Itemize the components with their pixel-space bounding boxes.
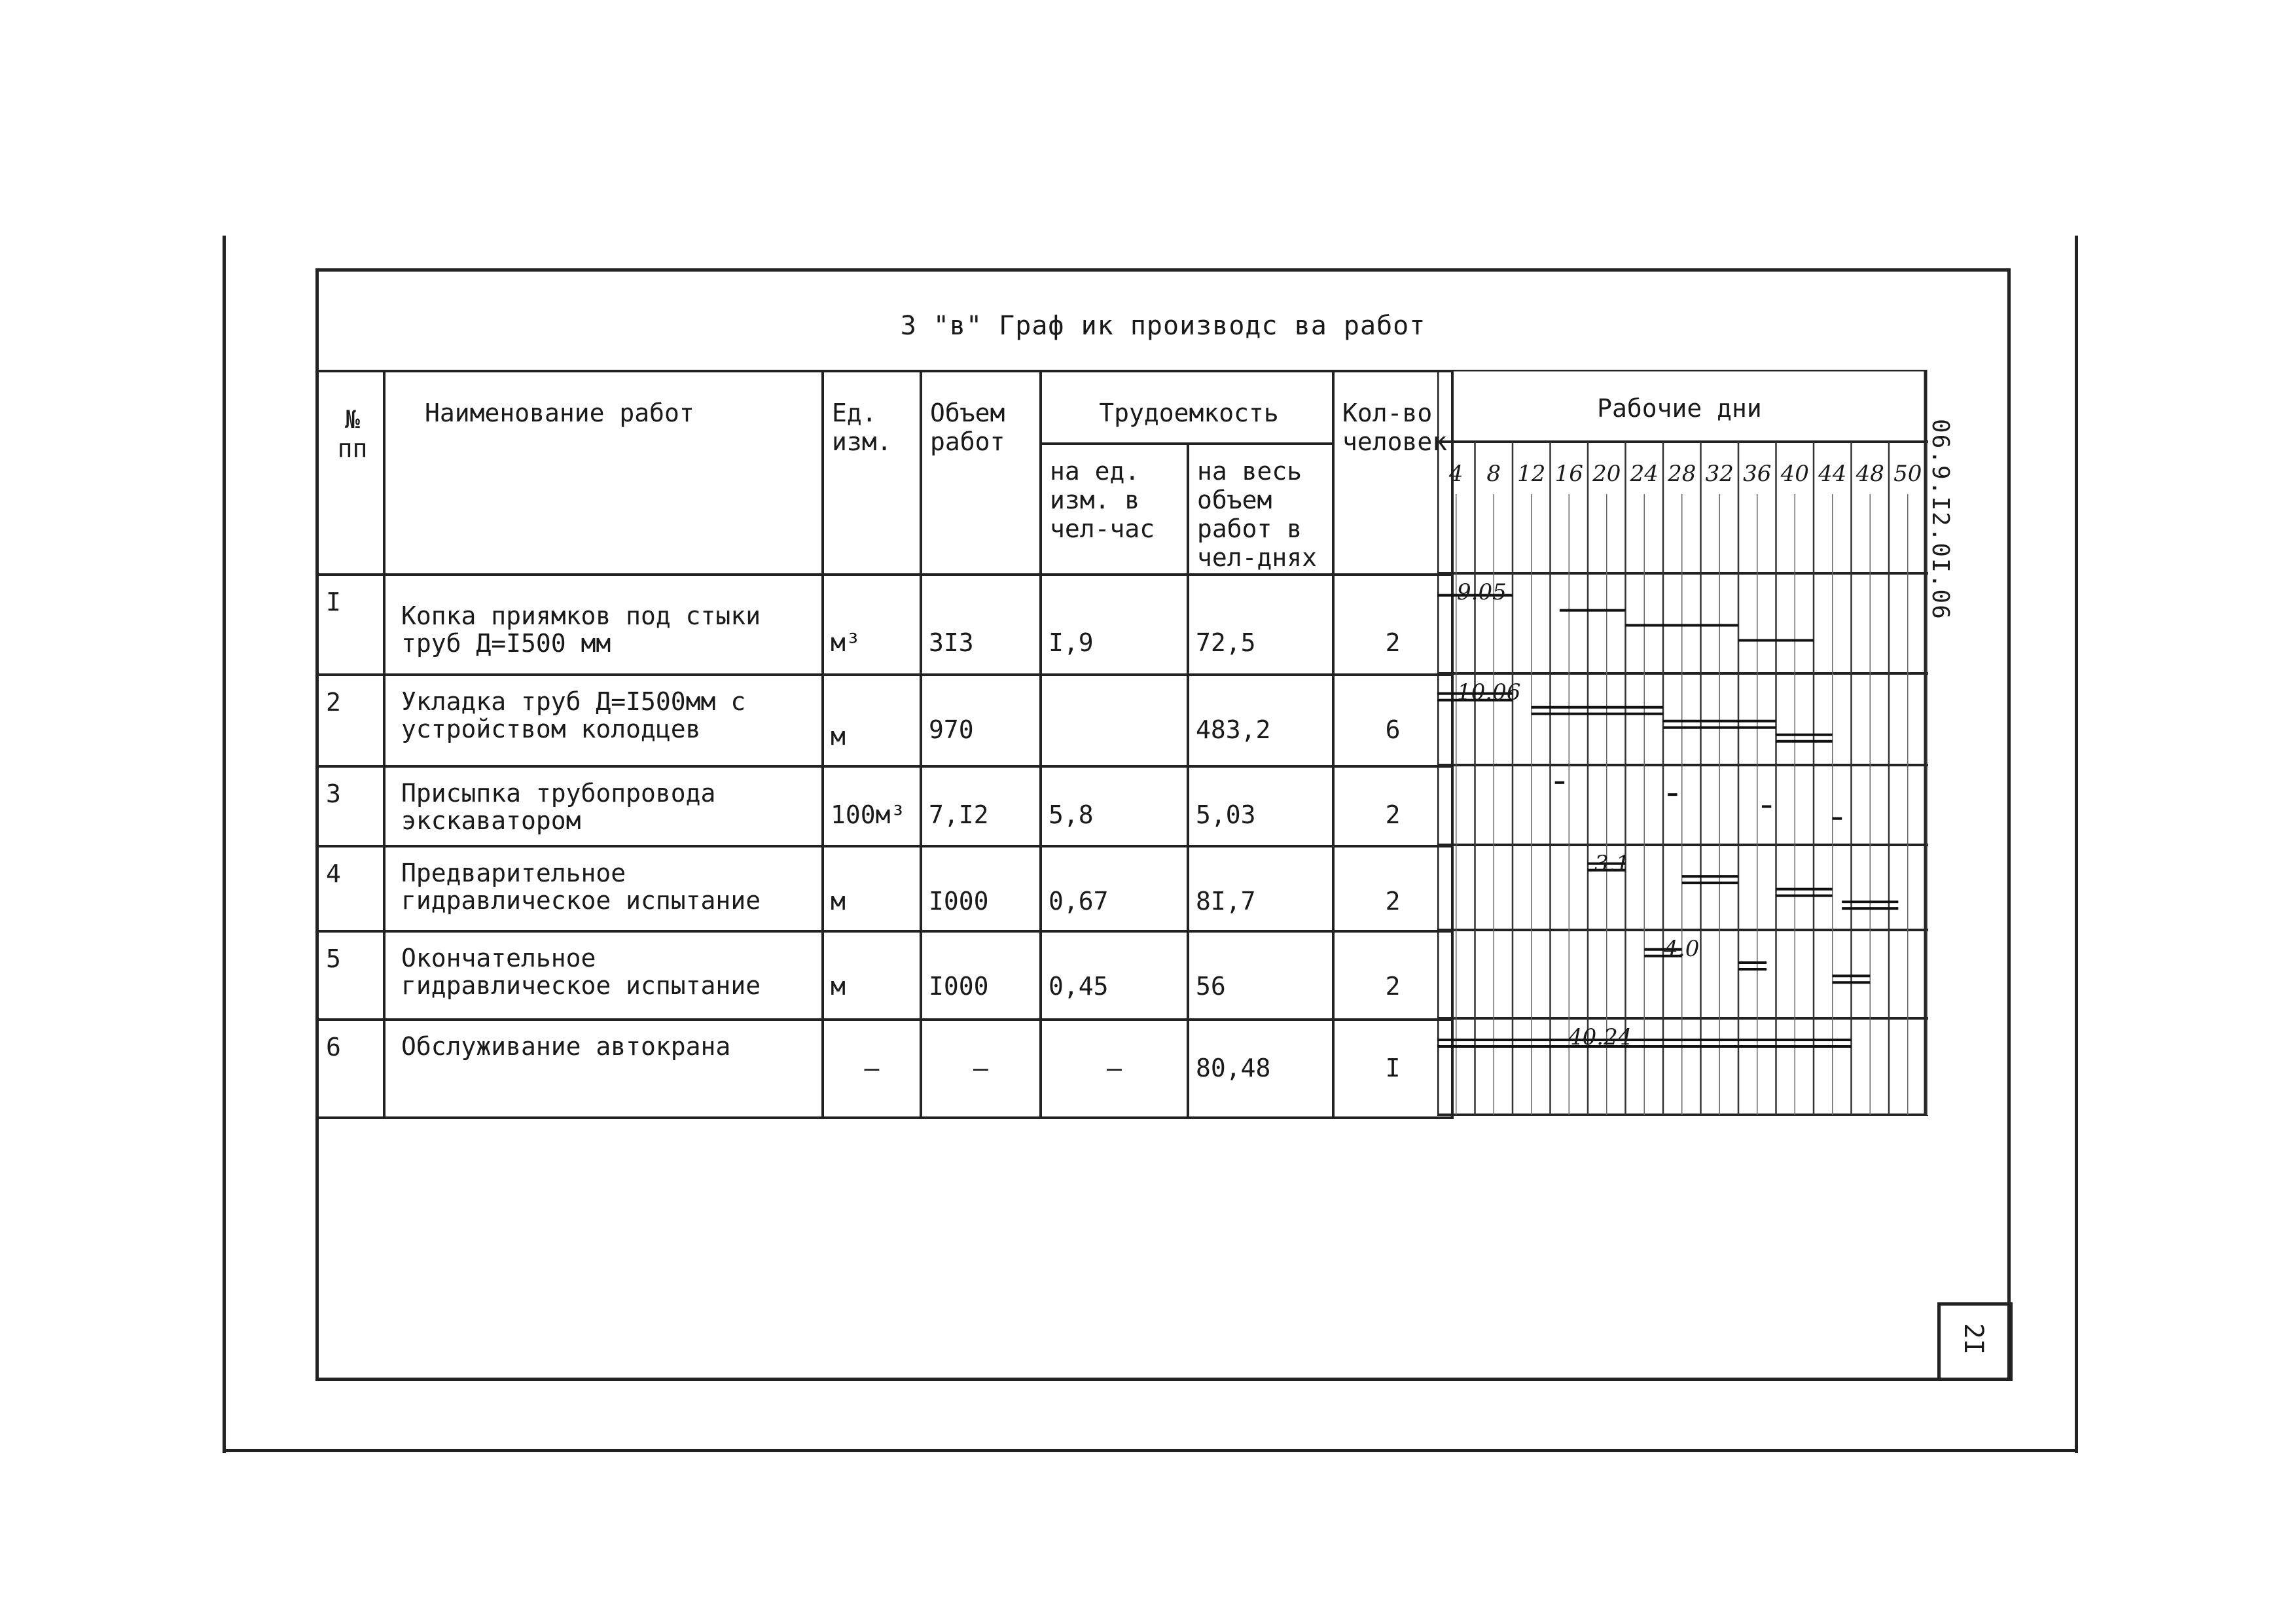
table-row xyxy=(317,846,1452,931)
row-people-cell xyxy=(1333,575,1452,675)
row-total-cell xyxy=(1188,1020,1333,1118)
header-num: № пп xyxy=(317,371,384,575)
row-total: 56 xyxy=(1196,972,1226,1001)
row-per-unit-cell xyxy=(1041,675,1188,766)
row-name-cell xyxy=(384,846,823,931)
day-tick-label: 40 xyxy=(1780,461,1809,487)
bar-label: 9.05 xyxy=(1457,579,1507,605)
row-name: Укладка труб Д=I500мм с устройством колодцев xyxy=(401,687,746,743)
row-unit: м xyxy=(831,972,846,1001)
row-volume-cell xyxy=(921,766,1041,846)
header-labor: Трудоемкость xyxy=(1041,371,1333,444)
row-name: Обслуживание автокрана xyxy=(401,1032,731,1061)
row-name-cell xyxy=(384,931,823,1020)
row-per-unit: I,9 xyxy=(1049,628,1094,657)
row-people: 2 xyxy=(1385,628,1401,657)
row-unit-cell xyxy=(823,675,921,766)
row-people-cell xyxy=(1333,1020,1452,1118)
row-volume: I000 xyxy=(929,972,989,1001)
row-volume: 3I3 xyxy=(929,628,974,657)
day-tick-label: 20 xyxy=(1592,461,1621,487)
day-tick-label: 36 xyxy=(1743,461,1772,487)
table-row xyxy=(317,931,1452,1020)
bar-label: 3.1 xyxy=(1594,851,1630,877)
row-per-unit-cell xyxy=(1041,846,1188,931)
row-name: Окончательное гидравлическое испытание xyxy=(401,944,761,1000)
outer-frame-left xyxy=(223,236,226,1453)
header-labor-per-unit: на ед. изм. в чел-час xyxy=(1041,444,1188,575)
row-name-cell xyxy=(384,1020,823,1118)
table-row xyxy=(317,766,1452,846)
row-unit-cell xyxy=(823,766,921,846)
page-title: 3 "в" Граф ик производс ва работ xyxy=(900,311,1426,341)
row-total: 72,5 xyxy=(1196,628,1256,657)
day-tick-label: 4 xyxy=(1448,461,1463,487)
row-name: Предварительное гидравлическое испытание xyxy=(401,859,761,915)
works-table xyxy=(315,370,1454,1119)
header-labor-total: на весь объем работ в чел-днях xyxy=(1188,444,1333,575)
header-people: Кол-во человек xyxy=(1333,371,1452,575)
row-num: 6 xyxy=(317,1020,384,1118)
row-volume-cell xyxy=(921,846,1041,931)
day-tick-label: 28 xyxy=(1668,461,1696,487)
bar-label: 10.06 xyxy=(1457,679,1521,705)
row-unit-cell xyxy=(823,931,921,1020)
row-per-unit-cell xyxy=(1041,575,1188,675)
table-row xyxy=(317,675,1452,766)
row-people-cell xyxy=(1333,766,1452,846)
row-total: 5,03 xyxy=(1196,800,1256,829)
header-volume: Объем работ xyxy=(921,371,1041,575)
row-per-unit-cell xyxy=(1041,931,1188,1020)
day-tick-label: 48 xyxy=(1856,461,1884,487)
row-people-cell xyxy=(1333,931,1452,1020)
header-row xyxy=(317,371,1452,444)
row-volume: 7,I2 xyxy=(929,800,989,829)
row-num: 2 xyxy=(317,675,384,766)
row-total: 483,2 xyxy=(1196,715,1271,744)
row-volume-cell xyxy=(921,1020,1041,1118)
row-name-cell xyxy=(384,575,823,675)
row-unit-cell xyxy=(823,575,921,675)
row-unit: м xyxy=(831,722,846,751)
row-unit: – xyxy=(864,1054,880,1082)
row-unit: м xyxy=(831,887,846,916)
row-per-unit: 5,8 xyxy=(1049,800,1094,829)
row-name-cell xyxy=(384,766,823,846)
row-volume-cell xyxy=(921,575,1041,675)
outer-frame-right xyxy=(2075,236,2078,1453)
day-tick-label: 12 xyxy=(1517,461,1546,487)
day-tick-label: 32 xyxy=(1705,461,1734,487)
row-unit-cell xyxy=(823,1020,921,1118)
bar-label: 4.0 xyxy=(1664,936,1700,962)
table-row xyxy=(317,575,1452,675)
day-tick-label: 8 xyxy=(1486,461,1501,487)
document-code: 06.9.I2.0I.06 xyxy=(1927,419,1954,620)
row-volume: – xyxy=(973,1054,988,1082)
row-total: 80,48 xyxy=(1196,1054,1271,1082)
row-people: 2 xyxy=(1385,800,1401,829)
row-unit: м³ xyxy=(831,628,861,657)
row-total-cell xyxy=(1188,846,1333,931)
row-name-cell xyxy=(384,675,823,766)
row-per-unit-cell xyxy=(1041,1020,1188,1118)
row-num: 5 xyxy=(317,931,384,1020)
work-schedule-chart xyxy=(1437,370,1928,1116)
row-name: Копка приямков под стыки труб Д=I500 мм xyxy=(401,601,761,658)
header-name: Наименование работ xyxy=(384,371,823,575)
row-total-cell xyxy=(1188,575,1333,675)
header-unit: Ед. изм. xyxy=(823,371,921,575)
table-row xyxy=(317,1020,1452,1118)
row-per-unit: 0,45 xyxy=(1049,972,1109,1001)
row-people: 6 xyxy=(1385,715,1401,744)
row-unit: 100м³ xyxy=(831,800,906,829)
row-per-unit-cell xyxy=(1041,766,1188,846)
page-number-box xyxy=(1937,1302,2013,1381)
bar-label: 40.24 xyxy=(1568,1024,1632,1050)
row-volume: 970 xyxy=(929,715,974,744)
row-num: I xyxy=(317,575,384,675)
row-num: 3 xyxy=(317,766,384,846)
outer-frame-bottom xyxy=(223,1449,2078,1452)
row-volume-cell xyxy=(921,931,1041,1020)
row-num: 4 xyxy=(317,846,384,931)
row-people: I xyxy=(1385,1054,1401,1082)
row-name: Присыпка трубопровода экскаватором xyxy=(401,779,716,835)
row-total-cell xyxy=(1188,675,1333,766)
row-unit-cell xyxy=(823,846,921,931)
day-tick-label: 44 xyxy=(1818,461,1847,487)
days-header: Рабочие дни xyxy=(1597,394,1762,423)
row-per-unit: – xyxy=(1107,1054,1122,1082)
day-tick-label: 50 xyxy=(1893,461,1922,487)
row-volume: I000 xyxy=(929,887,989,916)
row-people-cell xyxy=(1333,675,1452,766)
row-people: 2 xyxy=(1385,972,1401,1001)
row-total-cell xyxy=(1188,931,1333,1020)
day-tick-label: 16 xyxy=(1554,461,1583,487)
row-total-cell xyxy=(1188,766,1333,846)
row-per-unit: 0,67 xyxy=(1049,887,1109,916)
row-people: 2 xyxy=(1385,887,1401,916)
row-volume-cell xyxy=(921,675,1041,766)
row-total: 8I,7 xyxy=(1196,887,1256,916)
row-per-unit xyxy=(1042,676,1187,728)
page-number: 2I xyxy=(1958,1323,1989,1355)
day-tick-label: 24 xyxy=(1630,461,1659,487)
row-people-cell xyxy=(1333,846,1452,931)
